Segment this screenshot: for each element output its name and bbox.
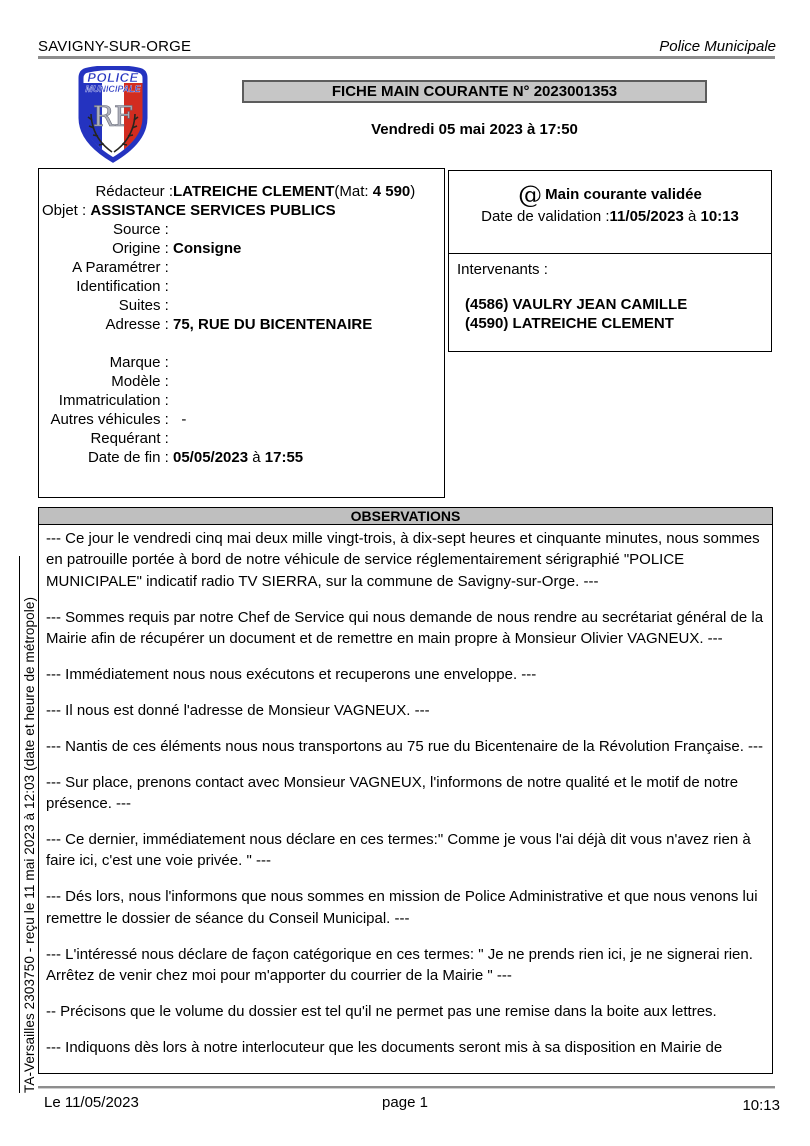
field-row [39, 201, 444, 220]
field-row [39, 258, 444, 277]
field-row [39, 448, 444, 467]
observations-body [38, 524, 773, 1074]
intervenant-item: (4590) LATREICHE CLEMENT [465, 315, 674, 332]
footer-date: Le 11/05/2023 [44, 1094, 139, 1111]
field-row [39, 372, 444, 391]
document-date: Vendredi 05 mai 2023 à 17:50 [371, 121, 578, 138]
field-value: LATREICHE CLEMENT(Mat: 4 590) [173, 183, 416, 200]
field-row [39, 353, 444, 372]
details-fields [39, 182, 444, 467]
validation-title-line [449, 181, 771, 209]
footer-time: 10:13 [742, 1097, 780, 1114]
field-value: ASSISTANCE SERVICES PUBLICS [90, 202, 336, 219]
field-row [39, 296, 444, 315]
field-label: Origine : [112, 240, 173, 257]
field-row [39, 182, 444, 201]
field-label: Suites : [118, 297, 173, 314]
intervenants-list [457, 295, 763, 333]
footer-divider [38, 1086, 775, 1089]
at-icon: @ [518, 181, 543, 209]
field-value: - [173, 411, 187, 428]
observation-paragraph: --- Il nous est donné l'adresse de Monsieur VAGNEUX. --- [46, 701, 430, 719]
header-service: Police Municipale [659, 38, 776, 55]
validation-date-line [449, 206, 771, 227]
field-value: 05/05/2023 à 17:55 [173, 449, 304, 466]
validation-time-sep: à [683, 208, 701, 225]
observation-paragraph: --- Nantis de ces éléments nous nous transportons au 75 rue du Bicentenaire de la Révolution Française. --- [46, 737, 764, 755]
observation-paragraph: --- Dés lors, nous l'informons que nous sommes en mission de Police Administrative et que nous venons lui remettre le dossier de séance du Conseil Municipal. --- [46, 888, 758, 927]
field-value: Consigne [173, 240, 242, 257]
field-spacer [39, 334, 444, 353]
observation-paragraph: --- Ce jour le vendredi cinq mai deux mille vingt-trois, à dix-sept heures et cinquante minutes, nous sommes en patrouille portée à bord de notre véhicule de service réglementairement sérigraphié "POLICE MUNICIPALE" indicatif radio TV SIERRA, sur la commune de Savigny-sur-Orge. --- [46, 530, 760, 590]
intervenants-label: Intervenants : [457, 261, 548, 278]
validation-box [448, 170, 772, 254]
observations-header: OBSERVATIONS [38, 507, 773, 525]
validation-date-label: Date de validation : [481, 208, 610, 225]
details-box [38, 168, 445, 498]
tribunal-stamp: TA-Versailles 2303750 - reçu le 11 mai 2023 à 12:03 (date et heure de métropole) [22, 596, 37, 1093]
field-label: Adresse : [105, 316, 173, 333]
field-row [39, 410, 444, 429]
stamp-underline [19, 556, 20, 1093]
observation-paragraph: --- L'intéressé nous déclare de façon catégorique en ces termes: " Je ne prends rien ici, je ne signerai rien. Arrêtez de venir chez moi pour m'apporter du courrier de la Mairie " --- [46, 945, 753, 985]
observation-paragraph: --- Immédiatement nous nous exécutons et recuperons une enveloppe. --- [46, 666, 537, 684]
field-row [39, 315, 444, 334]
field-label: Autres véhicules : [50, 411, 173, 428]
field-label: Marque : [109, 354, 173, 371]
observation-paragraph: --- Indiquons dès lors à notre interlocuteur que les documents seront mis à sa disposition en Mairie de [46, 1038, 723, 1056]
field-row [39, 277, 444, 296]
rf-monogram: RF [92, 100, 134, 133]
field-value: 75, RUE DU BICENTENAIRE [173, 316, 373, 333]
observation-paragraph: --- Ce dernier, immédiatement nous déclare en ces termes:" Comme je vous l'ai déjà dit vous n'avez rien à faire ici, c'est une voie privée. " --- [46, 831, 751, 870]
field-row [39, 239, 444, 258]
header-divider [38, 56, 775, 59]
field-label: Rédacteur : [95, 183, 173, 200]
field-row [39, 391, 444, 410]
field-row [39, 220, 444, 239]
validation-title: Main courante validée [545, 186, 702, 203]
observation-paragraph: -- Précisons que le volume du dossier est tel qu'il ne permet pas une remise dans la boite aux lettres. [46, 1003, 717, 1020]
field-label: Objet : [42, 202, 91, 219]
field-label: Source : [112, 221, 173, 238]
validation-time-value: 10:13 [700, 208, 739, 225]
police-municipale-logo [74, 66, 152, 164]
observation-paragraph: --- Sur place, prenons contact avec Monsieur VAGNEUX, l'informons de notre qualité et le motif de notre présence. --- [46, 773, 739, 813]
field-label: Date de fin : [87, 449, 173, 466]
field-row [39, 429, 444, 448]
validation-date-value: 11/05/2023 [609, 208, 684, 225]
logo-text-police: POLICE [87, 70, 139, 85]
field-label: Identification : [76, 278, 173, 295]
document-title: FICHE MAIN COURANTE N° 2023001353 [242, 80, 707, 103]
field-label: Modèle : [111, 373, 173, 390]
field-label: A Paramétrer : [72, 259, 173, 276]
footer-page-number: page 1 [382, 1094, 428, 1111]
observation-paragraph: --- Sommes requis par notre Chef de Service qui nous demande de nous rendre au secrétariat général de la Mairie afin de récupérer un document et de remettre en main propre à Monsieur Olivier VAGNEUX. --- [46, 608, 764, 648]
field-label: Immatriculation : [58, 392, 173, 409]
logo-text-municipale: MUNICIPALE [85, 84, 141, 94]
intervenant-item: (4586) VAULRY JEAN CAMILLE [465, 296, 688, 313]
header-city: SAVIGNY-SUR-ORGE [38, 38, 192, 55]
field-label: Requérant : [90, 430, 173, 447]
intervenants-box [448, 254, 772, 352]
